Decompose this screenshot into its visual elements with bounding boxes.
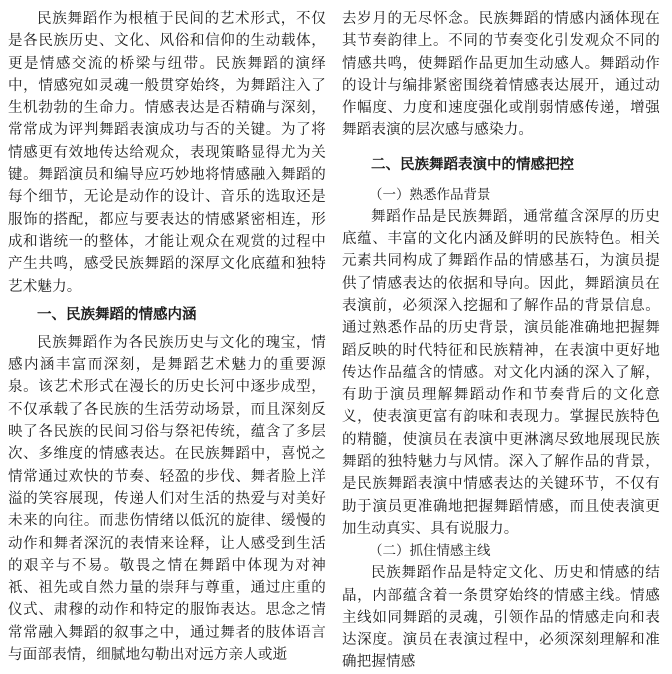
- subsection1-paragraph: 舞蹈作品是民族舞蹈，通常蕴含深厚的历史底蕴、丰富的文化内涵及鲜明的民族特色。相关元素共同构成了舞蹈作品的情感基石，为演员提供了情感表达的依据和导向。因此，舞蹈演员在表演前，必须深入挖掘和了解作品的背景信息。通过熟悉作品的历史背景，演员能准确地把握舞蹈反映的时代特征和民族精神，在表演中更好地传达作品蕴含的情感。对文化内涵的深入了解，有助于演员理解舞蹈动作和节奏背后的文化意义，使表演更富有韵味和表现力。掌握民族特色的精髓，使演员在表演中更淋漓尽致地展现民族舞蹈的独特魅力与风情。深入了解作品的背景，是民族舞蹈表演中情感表达的关键环节，不仅有助于演员更准确地把握舞蹈情感，而且使表演更加生动真实、具有说服力。: [342, 208, 660, 537]
- subsection2-paragraph: 民族舞蹈作品是特定文化、历史和情感的结晶，内部蕴含着一条贯穿始终的情感主线。情感主线如同舞蹈的灵魂，引领作品的情感走向和表达深度。演员在表演过程中，必须深刻理解和准确把握情感: [342, 565, 660, 671]
- right-column: [342, 8, 660, 674]
- left-column: [8, 8, 326, 666]
- section-heading-emotional-connotation: 一、民族舞蹈的情感内涵: [37, 306, 197, 323]
- intro-paragraph: 民族舞蹈作为根植于民间的艺术形式，不仅是各民族历史、文化、风俗和信仰的生动载体，更是情感交流的桥梁与纽带。民族舞蹈的演绎中，情感宛如灵魂一般贯穿始终，为舞蹈注入了生机勃勃的生命力。情感表达是否精确与深刻，常常成为评判舞蹈表演成功与否的关键。为了将情感更有效地传达给观众，表现策略显得尤为关键。舞蹈演员和编导应巧妙地将情感融入舞蹈的每个细节，无论是动作的设计、音乐的选取还是服饰的搭配，都应与要表达的情感紧密相连，形成和谐统一的整体，才能让观众在观赏的过程中产生共鸣，感受民族舞蹈的深厚文化底蕴和独特艺术魅力。: [8, 11, 326, 295]
- subsection-heading-mainline: （二）抓住情感主线: [369, 543, 491, 560]
- subsection-heading-background: （一）熟悉作品背景: [369, 186, 491, 203]
- section1-continuation-paragraph: 去岁月的无尽怀念。民族舞蹈的情感内涵体现在其节奏韵律上。不同的节奏变化引发观众不同的情感共鸣，使舞蹈作品更加生动感人。舞蹈动作的设计与编排紧密围绕着情感表达展开，通过动作幅度、力度和速度强化或削弱情感传递，增强舞蹈表演的层次感与感染力。: [342, 11, 660, 139]
- section1-paragraph: 民族舞蹈作为各民族历史与文化的瑰宝，情感内涵丰富而深刻，是舞蹈艺术魅力的重要源泉。该艺术形式在漫长的历史长河中逐步成型，不仅承载了各民族的生活劳动场景，而且深刻反映了各民族的民间习俗与祭祀传统，蕴含了多层次、多维度的情感表达。在民族舞蹈中，喜悦之情常通过欢快的节奏、轻盈的步伐、舞者脸上洋溢的笑容展现，传递人们对生活的热爱与对美好未来的向往。而悲伤情绪以低沉的旋律、缓慢的动作和舞者深沉的表情来诠释，让人感受到生活的艰辛与不易。敬畏之情在舞蹈中体现为对神祇、祖先或自然力量的崇拜与尊重，通过庄重的仪式、肃穆的动作和特定的服饰表达。思念之情常常融入舞蹈的叙事之中，通过舞者的肢体语言与面部表情，细腻地勾勒出对远方亲人或逝: [8, 334, 326, 664]
- section-heading-emotion-control: 二、民族舞蹈表演中的情感把控: [371, 156, 574, 173]
